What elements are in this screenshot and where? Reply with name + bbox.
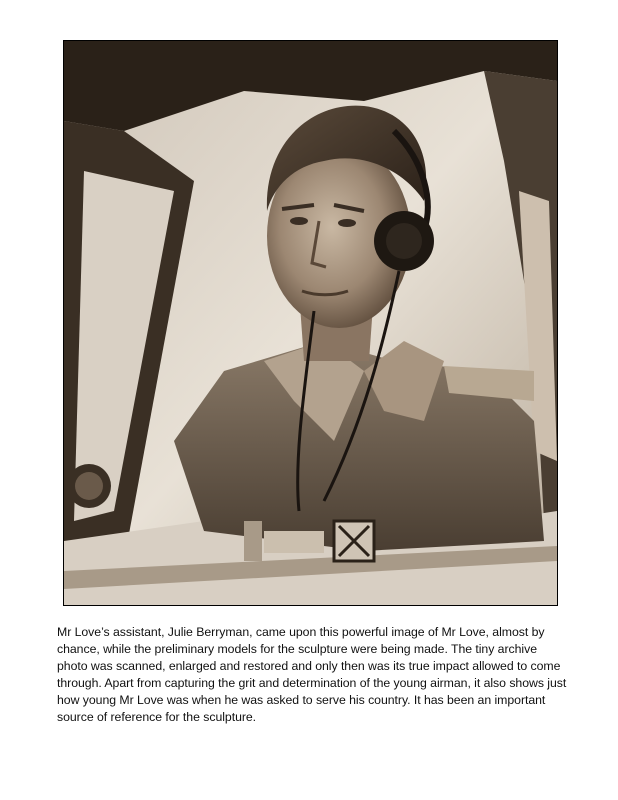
photo-caption: Mr Love’s assistant, Julie Berryman, came upon this powerful image of Mr Love, almost by chance, while the preliminary models for the sculpture were being made. The tiny archive photo was scanned, enlarged and restored and only then was its true impact allowed to come through. Apart from capturing the grit and determination of the young airman, it also shows just how young Mr Love was when he was asked to serve his country. It has been an important source of reference for the sculpture. xyxy=(57,625,567,725)
archive-photo xyxy=(63,40,558,606)
photo-image xyxy=(64,41,557,605)
